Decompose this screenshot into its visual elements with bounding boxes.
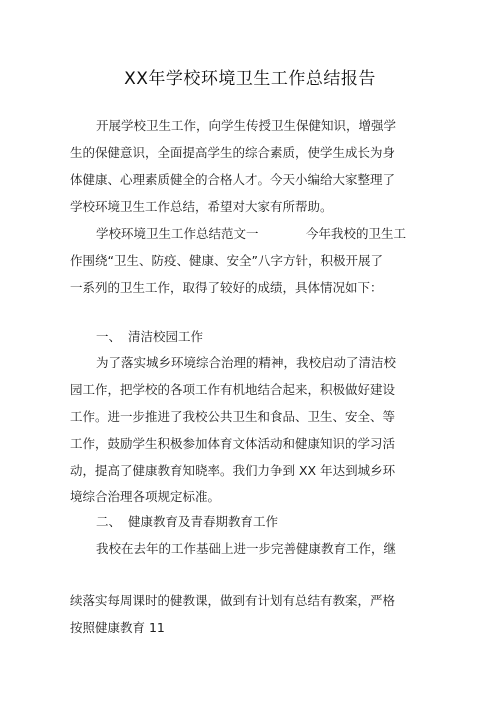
section2-number: 二、 [96, 514, 122, 529]
sample-line-2: 一系列的卫生工作，取得了较好的成绩，具体情况如下： [70, 280, 383, 295]
section2-line-1: 我校在去年的工作基础上进一步完善健康教育工作，继 [96, 541, 397, 556]
section1-line-5: 动，提高了健康教育知晓率。我们力争到 XX 年达到城乡环 [70, 463, 396, 478]
section1-line-2: 园工作，把学校的各项工作有机地结合起来，积极做好建设 [70, 382, 396, 397]
section2-heading: 健康教育及青春期教育工作 [128, 514, 279, 529]
section1-line-3: 工作。进一步推进了我校公共卫生和食品、卫生、安全、等 [70, 409, 396, 424]
section1-line-6: 境综合治理各项规定标准。 [70, 489, 221, 504]
intro-line-1: 开展学校卫生工作，向学生传授卫生保健知识，增强学 [96, 118, 397, 133]
sample-heading: 学校环境卫生工作总结范文一 [96, 226, 259, 241]
section1-line-4: 工作，鼓励学生积极参加体育文体活动和健康知识的学习活 [70, 436, 396, 451]
document-title: XX年学校环境卫生工作总结报告 [124, 69, 376, 89]
section1-number: 一、 [96, 329, 122, 344]
section1-line-1: 为了落实城乡环境综合治理的精神，我校启动了清洁校 [96, 355, 397, 370]
section2-line-3: 按照健康教育 11 [70, 620, 165, 635]
intro-line-4: 学校环境卫生工作总结，希望对大家有所帮助。 [70, 199, 333, 214]
sample-first-line-tail: 今年我校的卫生工 [306, 226, 407, 241]
section1-heading: 清洁校园工作 [128, 329, 204, 344]
intro-line-2: 生的保健意识，全面提高学生的综合素质，使学生成长为身 [70, 145, 396, 160]
intro-line-3: 体健康、心理素质健全的合格人才。今天小编给大家整理了 [70, 172, 396, 187]
sample-line-1: 作围绕“卫生、防疫、健康、安全”八字方针，积极开展了 [70, 253, 383, 268]
section2-line-2: 续落实每周课时的健教课，做到有计划有总结有教案，严格 [70, 593, 396, 608]
